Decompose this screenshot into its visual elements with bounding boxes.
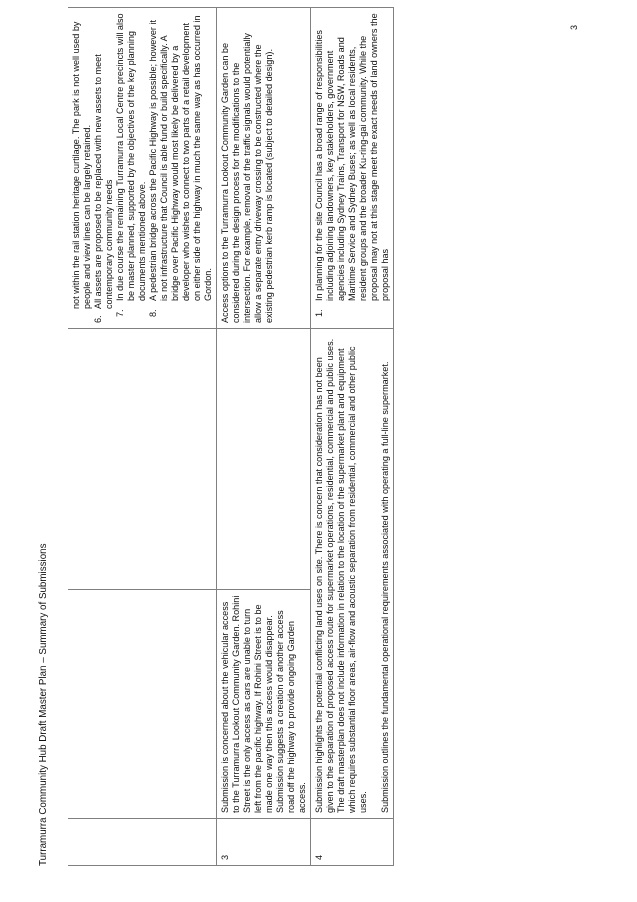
- list-item: 6. All assets are proposed to be replaced with new assets to meet contemporary community needs: [93, 54, 114, 323]
- submission-detail-cell: [68, 329, 217, 590]
- submission-summary-cell: [311, 329, 394, 819]
- list-item: 1. In planning for the site Council has a broad range of responsibilities including adjoining landowners, key stakeholders, government agencies including Sydney Trains, Transport for NSW, Roads and Maritime Service and Sydney Buses; as well as local residents, resident groups and the broader Ku-ring-gai community. While the proposal may not at this stage meet the exact needs of land owners the proposal has: [314, 13, 390, 317]
- council-response-cell: [311, 8, 394, 329]
- submission-detail-cell: [217, 329, 311, 590]
- list-item: Access options to the Turramurra Lookout Community Garden can be considered during the design process for the modifications to the intersection. For example, removal of the traffic signals would potentially allow a separate entry driveway crossing to be constructed where the existing pedestrian kerb ramp is located (subject to detailed design).: [220, 33, 274, 323]
- table-row: [68, 8, 217, 866]
- submission-paragraph: Submission highlights the potential conflicting land uses on site. There is concern that consideration has not been given to the separation of proposed access route for supermarket operations, residential, commercial and public uses. The draft masterplan does not include information in relation to the location of the supermarket plant and equipment which requires substantial floor areas, air-flow and acoustic separation from residential, commercial and other public uses.: [314, 338, 368, 813]
- response-list: [71, 13, 214, 323]
- response-list: [220, 13, 275, 323]
- document-title: Turramurra Community Hub Draft Master Plan – Summary of Submissions: [38, 543, 49, 866]
- submissions-table: [68, 7, 394, 866]
- submission-number-cell: 3: [217, 819, 311, 866]
- council-response-cell: [68, 8, 217, 329]
- submission-summary-cell: [68, 590, 217, 819]
- submission-number-cell: [68, 819, 217, 866]
- council-response-cell: [217, 8, 311, 329]
- submission-number-cell: 4: [311, 819, 394, 866]
- rotated-page-content: [38, 13, 600, 866]
- submission-summary-cell: Submission is concerned about the vehicular access to the Turramurra Lookout Community Garden. Rohini Street is the only access as cars are unable to turn left from the pacific highway. If Rohini Street is to be made one way then this access would disappear. Submission suggests a creation of another access road off the highway to provide ongoing Garden access.: [217, 590, 311, 819]
- response-list: [314, 13, 391, 323]
- list-item: not within the rail station heritage curtilage. The park is not well used by people and view lines can be largely retained.: [71, 21, 92, 309]
- submission-paragraph: Submission outlines the fundamental operational requirements associated with operating a full-line supermarket.: [380, 361, 390, 813]
- list-item: 8. A pedestrian bridge across the Pacific Highway is possible; however it is not infrastructure that Council is able fund or build specifically. A bridge over Pacific Highway would most likely be delivered by a developer who wishes to connect to two parts of a retail development on either side of the highway in much the same way as has occurred in Gordon.: [148, 15, 213, 317]
- page-number: 3: [569, 24, 579, 30]
- table-row: [311, 8, 394, 866]
- list-item: 7. In due course the remaining Turramurra Local Centre precincts will also be master planned, supported by the objectives of the key planning documents mentioned above.: [115, 13, 147, 317]
- table-row: [217, 8, 311, 866]
